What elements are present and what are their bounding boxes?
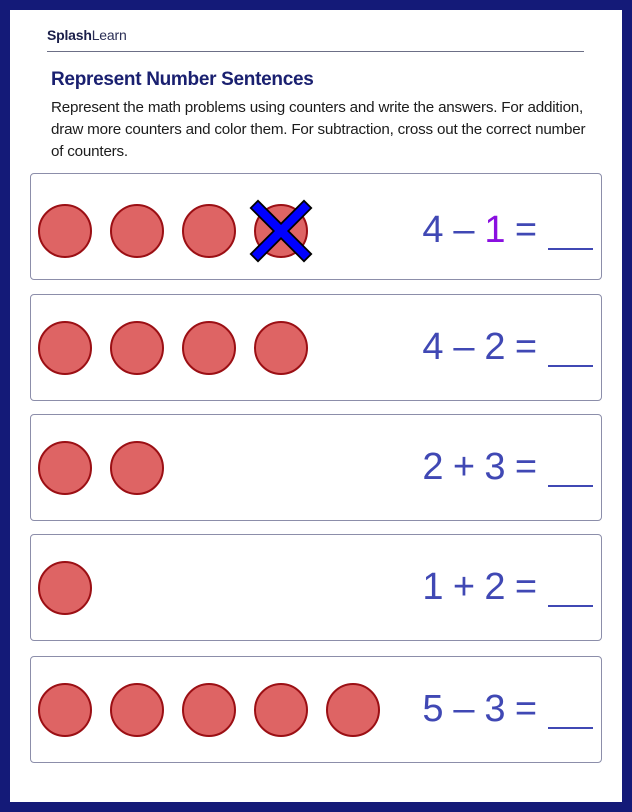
equation xyxy=(420,415,593,520)
operator: + xyxy=(452,566,476,608)
operator: – xyxy=(453,209,475,251)
splashlearn-logo xyxy=(47,27,127,43)
worksheet-page xyxy=(10,10,622,802)
problem-box-3 xyxy=(30,414,602,521)
equals-sign: = xyxy=(514,209,538,251)
answer-blank[interactable] xyxy=(548,605,593,607)
answer-blank[interactable] xyxy=(548,365,593,367)
operand-a: 5 xyxy=(422,688,444,730)
problem-box-1 xyxy=(30,173,602,280)
header-divider xyxy=(47,51,584,52)
cross-out-icon xyxy=(250,200,312,262)
equals-sign: = xyxy=(514,446,538,488)
operator: – xyxy=(453,326,475,368)
counter-circle[interactable] xyxy=(182,321,236,375)
operand-a: 4 xyxy=(422,209,444,251)
equals-sign: = xyxy=(514,688,538,730)
counter-row xyxy=(38,535,92,640)
equals-sign: = xyxy=(514,566,538,608)
counter-circle[interactable] xyxy=(182,683,236,737)
worksheet-instructions: Represent the math problems using counters and write the answers. For addition, draw more counters and color them. For subtraction, cross out the correct number of counters. xyxy=(51,99,586,160)
operator: + xyxy=(452,446,476,488)
problem-box-4 xyxy=(30,534,602,641)
operator: – xyxy=(453,688,475,730)
counter-circle[interactable] xyxy=(38,204,92,258)
answer-blank[interactable] xyxy=(548,248,593,250)
counter-circle[interactable] xyxy=(38,441,92,495)
operand-b: 1 xyxy=(484,209,506,251)
counter-circle[interactable] xyxy=(38,561,92,615)
equation xyxy=(420,182,593,279)
answer-blank[interactable] xyxy=(548,485,593,487)
counter-circle[interactable] xyxy=(326,683,380,737)
counter-row xyxy=(38,182,308,279)
problem-box-5 xyxy=(30,656,602,763)
counter-circle[interactable] xyxy=(38,321,92,375)
logo-regular-text: Learn xyxy=(91,27,127,43)
counter-circle[interactable] xyxy=(110,321,164,375)
counter-circle[interactable] xyxy=(110,683,164,737)
worksheet-title: Represent Number Sentences xyxy=(51,69,314,90)
operand-b: 2 xyxy=(484,326,506,368)
counter-circle[interactable] xyxy=(110,204,164,258)
counter-circle[interactable] xyxy=(254,204,308,258)
problem-box-2 xyxy=(30,294,602,401)
equation xyxy=(420,657,593,762)
answer-blank[interactable] xyxy=(548,727,593,729)
operand-a: 4 xyxy=(422,326,444,368)
equation xyxy=(420,295,593,400)
operand-a: 2 xyxy=(422,446,444,488)
counter-circle[interactable] xyxy=(110,441,164,495)
counter-row xyxy=(38,415,164,520)
operand-a: 1 xyxy=(422,566,444,608)
equals-sign: = xyxy=(514,326,538,368)
counter-circle[interactable] xyxy=(182,204,236,258)
operand-b: 3 xyxy=(484,446,506,488)
logo-bold-text: Splash xyxy=(47,27,92,43)
counter-circle[interactable] xyxy=(254,321,308,375)
counter-row xyxy=(38,295,308,400)
counter-circle[interactable] xyxy=(38,683,92,737)
operand-b: 3 xyxy=(484,688,506,730)
equation xyxy=(420,535,593,640)
operand-b: 2 xyxy=(484,566,506,608)
counter-row xyxy=(38,657,380,762)
counter-circle[interactable] xyxy=(254,683,308,737)
